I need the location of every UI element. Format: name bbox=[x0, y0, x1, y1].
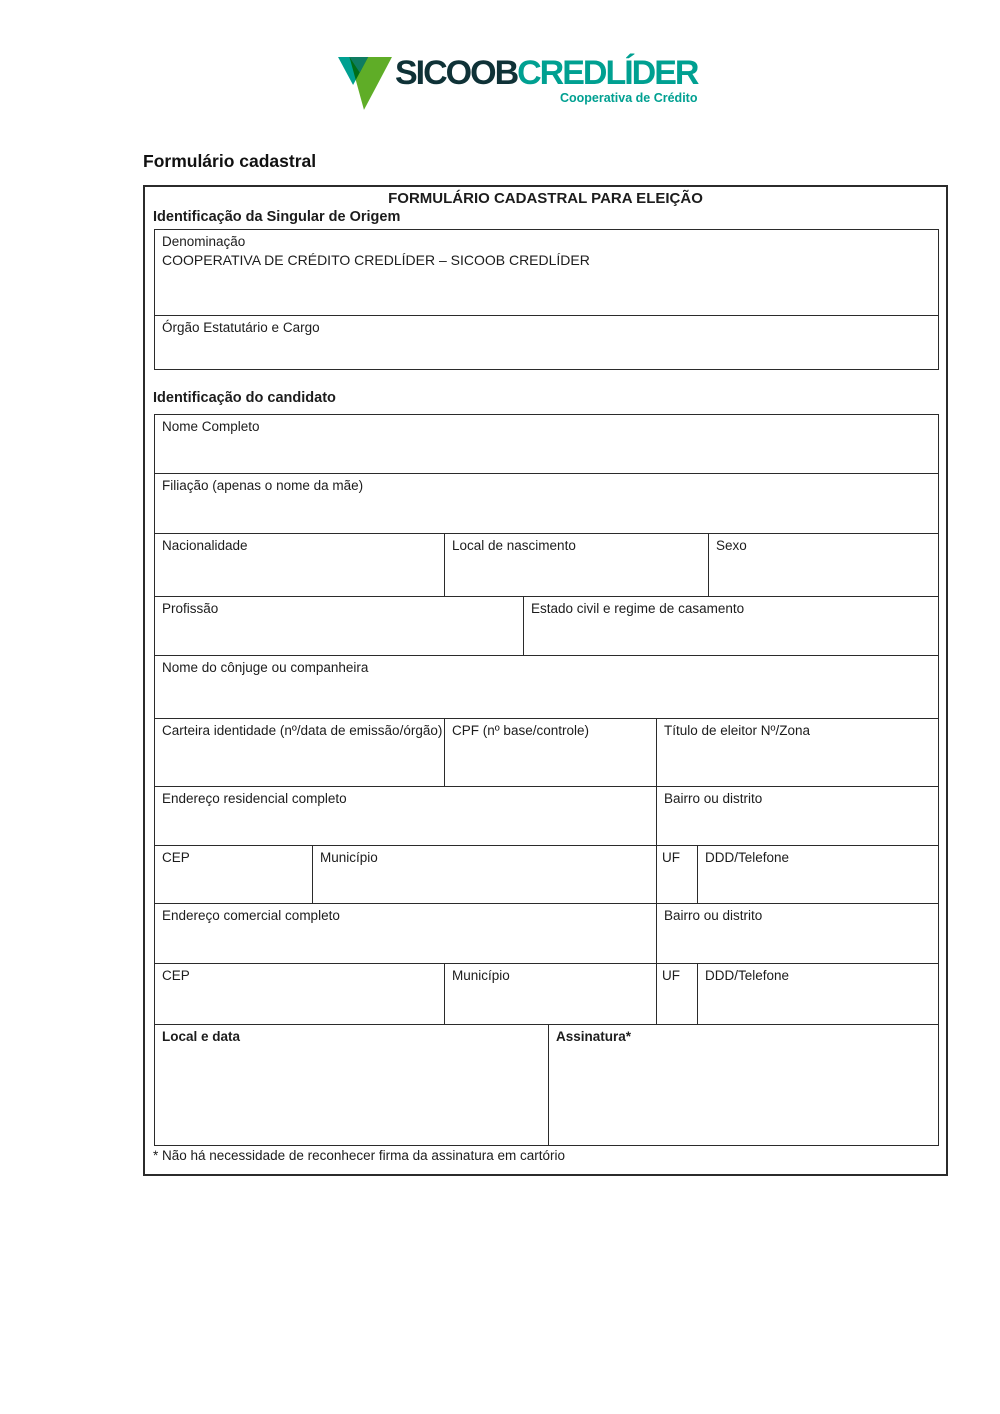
logo-brand-primary: SICOOB bbox=[395, 54, 518, 92]
field-nome-completo bbox=[155, 415, 938, 473]
row-profissao bbox=[155, 596, 938, 655]
field-label: Sexo bbox=[716, 538, 747, 553]
signature-footnote: * Não há necessidade de reconhecer firma da assinatura em cartório bbox=[153, 1148, 565, 1163]
field-uf-residencial bbox=[656, 846, 697, 903]
field-label: UF bbox=[662, 850, 680, 865]
field-label: Nacionalidade bbox=[162, 538, 248, 553]
field-label: Título de eleitor Nº/Zona bbox=[664, 723, 811, 738]
sicoob-credlider-logo bbox=[338, 56, 697, 112]
logo-tagline: Cooperativa de Crédito bbox=[559, 91, 698, 105]
field-label: Município bbox=[452, 968, 510, 983]
field-denominacao bbox=[155, 230, 938, 315]
field-label: Filiação (apenas o nome da mãe) bbox=[162, 478, 364, 493]
field-titulo-eleitor bbox=[656, 719, 938, 786]
field-label: UF bbox=[662, 968, 680, 983]
field-estado-civil bbox=[523, 597, 938, 655]
field-label: Bairro ou distrito bbox=[664, 791, 763, 806]
field-telefone-comercial bbox=[697, 964, 938, 1024]
row-cep-comercial bbox=[155, 963, 938, 1024]
field-label: DDD/Telefone bbox=[705, 968, 790, 983]
field-sexo bbox=[708, 534, 938, 596]
row-nome-completo bbox=[155, 415, 938, 473]
field-bairro-comercial bbox=[656, 904, 938, 963]
row-orgao bbox=[155, 315, 938, 369]
field-municipio-comercial bbox=[444, 964, 656, 1024]
logo-wordmark bbox=[395, 56, 697, 90]
section-heading-origem: Identificação da Singular de Origem bbox=[153, 209, 401, 225]
field-label: Denominação bbox=[162, 234, 246, 249]
field-filiacao bbox=[155, 474, 938, 533]
field-municipio-residencial bbox=[312, 846, 656, 903]
row-denominacao bbox=[155, 230, 938, 315]
table-candidato bbox=[154, 414, 939, 1146]
field-label: Município bbox=[320, 850, 378, 865]
form-title: FORMULÁRIO CADASTRAL PARA ELEIÇÃO bbox=[388, 190, 703, 207]
field-label: DDD/Telefone bbox=[705, 850, 790, 865]
field-bairro-residencial bbox=[656, 787, 938, 845]
field-label: Órgão Estatutário e Cargo bbox=[162, 320, 320, 335]
field-label: Local e data bbox=[162, 1029, 241, 1044]
page-title: Formulário cadastral bbox=[143, 151, 317, 171]
field-label: Nome Completo bbox=[162, 419, 260, 434]
field-telefone-residencial bbox=[697, 846, 938, 903]
field-profissao bbox=[155, 597, 523, 655]
row-endereco-residencial bbox=[155, 786, 938, 845]
row-conjuge bbox=[155, 655, 938, 718]
field-uf-comercial bbox=[656, 964, 697, 1024]
field-nacionalidade bbox=[155, 534, 444, 596]
field-carteira-identidade bbox=[155, 719, 444, 786]
row-cep-residencial bbox=[155, 845, 938, 903]
row-documentos bbox=[155, 718, 938, 786]
field-label: Carteira identidade (nº/data de emissão/órgão) bbox=[162, 723, 443, 738]
row-assinatura bbox=[155, 1024, 938, 1145]
row-filiacao bbox=[155, 473, 938, 533]
field-label: CPF (nº base/controle) bbox=[452, 723, 589, 738]
field-value: COOPERATIVA DE CRÉDITO CREDLÍDER – SICOOB CREDLÍDER bbox=[162, 251, 590, 268]
table-origem bbox=[154, 229, 939, 370]
field-cep-comercial bbox=[155, 964, 444, 1024]
field-conjuge bbox=[155, 656, 938, 718]
field-orgao-estatutario bbox=[155, 316, 938, 369]
field-local-data bbox=[155, 1025, 548, 1145]
field-endereco-comercial bbox=[155, 904, 656, 963]
field-label: Nome do cônjuge ou companheira bbox=[162, 660, 369, 675]
field-cep-residencial bbox=[155, 846, 312, 903]
form-container bbox=[143, 185, 948, 1176]
field-assinatura bbox=[548, 1025, 938, 1145]
field-local-nascimento bbox=[444, 534, 708, 596]
field-label: Endereço residencial completo bbox=[162, 791, 347, 806]
logo-brand-secondary: CREDLÍDER bbox=[517, 54, 698, 92]
field-label: Profissão bbox=[162, 601, 219, 616]
section-heading-candidato: Identificação do candidato bbox=[153, 390, 336, 406]
field-label: CEP bbox=[162, 968, 190, 983]
field-endereco-residencial bbox=[155, 787, 656, 845]
row-endereco-comercial bbox=[155, 903, 938, 963]
field-label: Bairro ou distrito bbox=[664, 908, 763, 923]
row-nacionalidade bbox=[155, 533, 938, 596]
field-label: Endereço comercial completo bbox=[162, 908, 340, 923]
field-label: Local de nascimento bbox=[452, 538, 576, 553]
field-label: CEP bbox=[162, 850, 190, 865]
field-cpf bbox=[444, 719, 656, 786]
field-label: Estado civil e regime de casamento bbox=[531, 601, 745, 616]
field-label: Assinatura* bbox=[556, 1029, 632, 1044]
sicoob-v-icon bbox=[338, 56, 392, 112]
